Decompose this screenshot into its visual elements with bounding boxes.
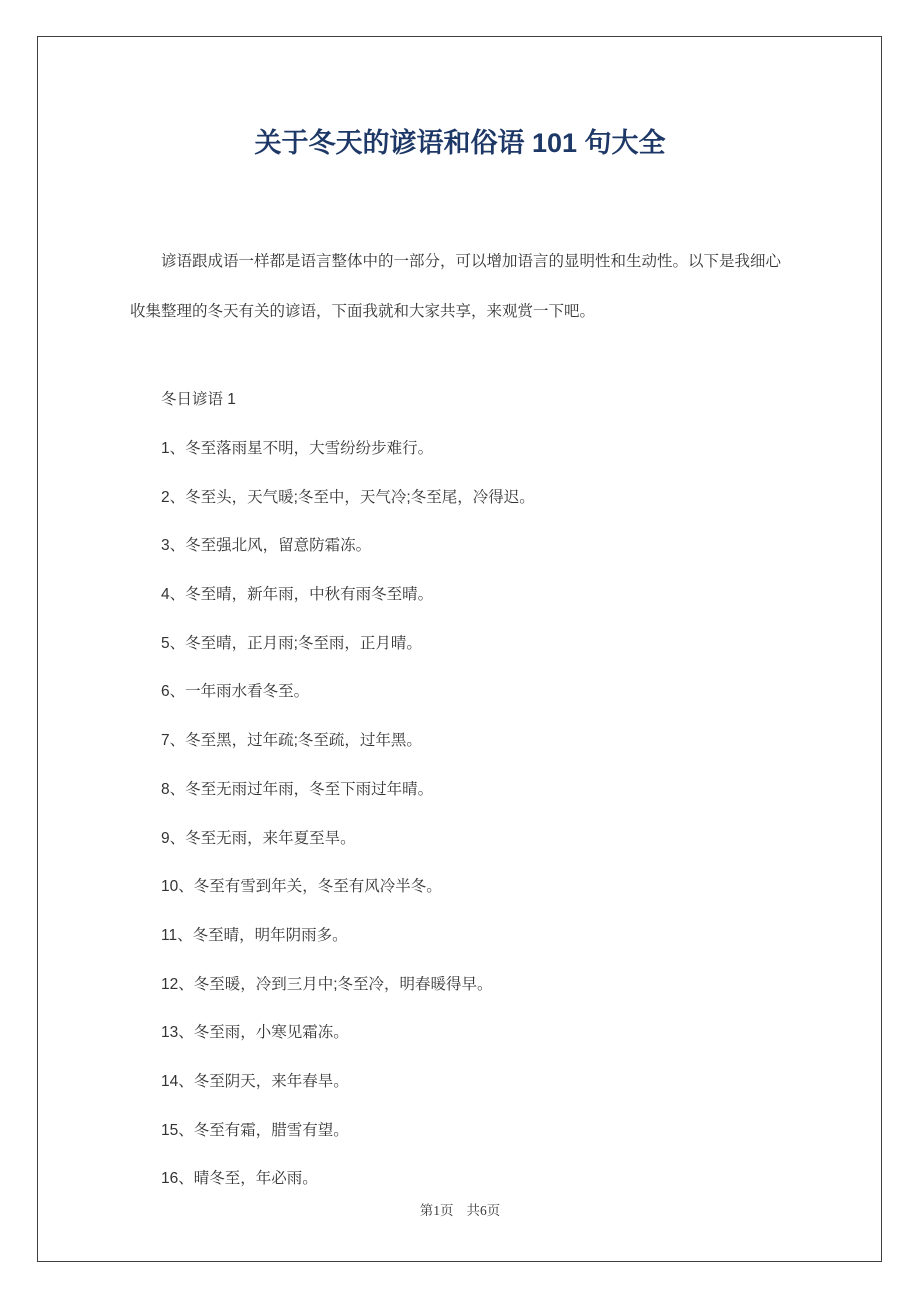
proverb-item: 10、冬至有雪到年关，冬至有风冷半冬。	[161, 878, 442, 896]
footer-total-pages: 共6页	[466, 1203, 501, 1218]
proverb-item: 7、冬至黑，过年疏;冬至疏，过年黑。	[161, 732, 422, 750]
proverb-item: 1、冬至落雨星不明，大雪纷纷步难行。	[161, 440, 434, 457]
proverb-item: 16、晴冬至，年必雨。	[161, 1170, 318, 1188]
proverb-item: 3、冬至强北风，留意防霜冻。	[161, 537, 372, 555]
proverb-item: 2、冬至头，天气暖;冬至中，天气冷;冬至尾，冷得迟。	[161, 488, 535, 506]
section-heading: 冬日谚语 1	[161, 391, 236, 408]
proverb-item: 6、一年雨水看冬至。	[161, 683, 310, 701]
proverb-item: 12、冬至暖，冷到三月中;冬至冷，明春暖得早。	[161, 975, 493, 993]
proverb-item: 11、冬至晴，明年阴雨多。	[161, 926, 348, 944]
intro-paragraph: 谚语跟成语一样都是语言整体中的一部分，可以增加语言的显明性和生动性。以下是我细心收集整理的冬天有关的谚语，下面我就和大家共享，来观赏一下吧。	[130, 253, 782, 320]
page-footer	[0, 1202, 920, 1220]
proverb-item: 14、冬至阴天，来年春旱。	[161, 1072, 349, 1090]
proverb-item: 5、冬至晴，正月雨;冬至雨，正月晴。	[161, 634, 422, 652]
proverb-item: 9、冬至无雨，来年夏至旱。	[161, 829, 356, 847]
proverb-item: 15、冬至有霜，腊雪有望。	[161, 1121, 349, 1139]
document-title: 关于冬天的谚语和俗语 101 句大全	[254, 128, 666, 158]
proverb-item: 8、冬至无雨过年雨，冬至下雨过年晴。	[161, 780, 434, 798]
proverb-item: 13、冬至雨，小寒见霜冻。	[161, 1024, 349, 1042]
proverb-section	[130, 388, 792, 1216]
footer-page-number: 第1页	[419, 1203, 454, 1218]
proverb-item: 4、冬至晴，新年雨，中秋有雨冬至晴。	[161, 586, 434, 604]
